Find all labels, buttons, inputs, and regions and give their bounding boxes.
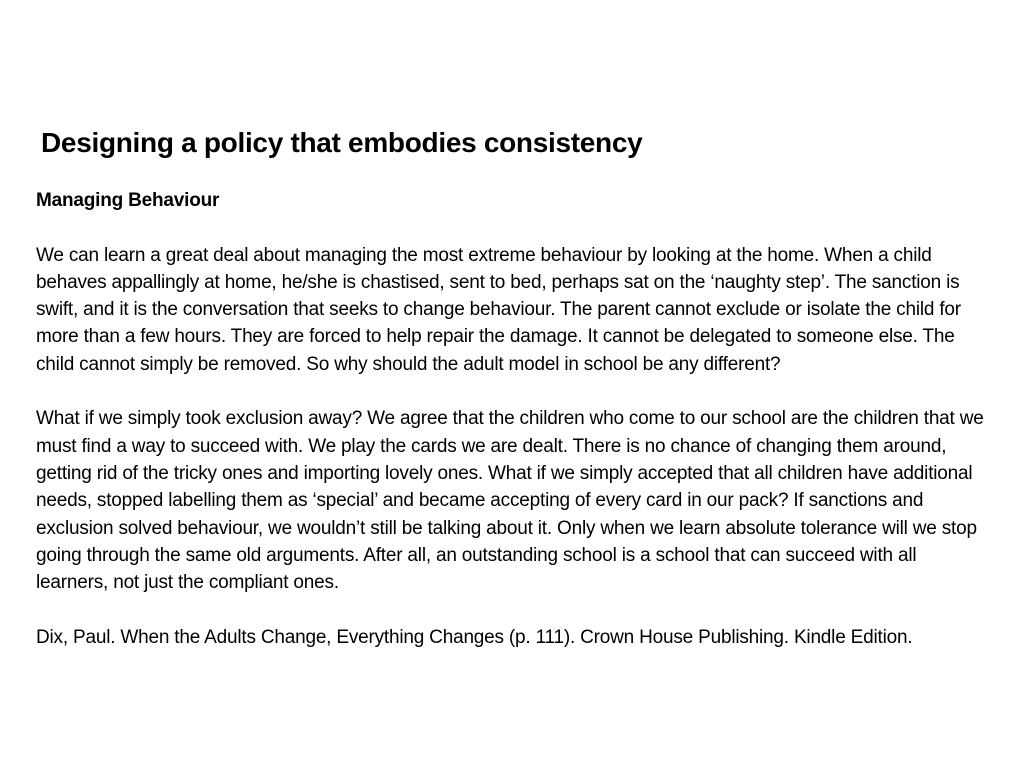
body-paragraph-2: What if we simply took exclusion away? We agree that the children who come to our school are the children that we must find a way to succeed with. We play the cards we are dealt. There is no chance of changing them around, getting rid of the tricky ones and importing lovely ones. What if we simply accepted that all children have additional needs, stopped labelling them as ‘special’ and became accepting of every card in our pack? If sanctions and exclusion solved behaviour, we wouldn’t still be talking about it. Only when we learn absolute tolerance will we stop going through the same old arguments. After all, an outstanding school is a school that can succeed with all learners, not just the compliant ones.: [36, 408, 984, 594]
paragraph-spacer: [36, 378, 988, 405]
slide-title: Designing a policy that embodies consistency: [41, 127, 643, 158]
paragraph-spacer: [36, 214, 988, 241]
slide-body: [36, 187, 988, 651]
paragraph-spacer: [36, 596, 988, 623]
section-subheading: Managing Behaviour: [36, 190, 220, 211]
body-paragraph-1: We can learn a great deal about managing the most extreme behaviour by looking at the home. When a child behaves appallingly at home, he/she is chastised, sent to bed, perhaps sat on the ‘naughty step’. The sanction is swift, and it is the conversation that seeks to change behaviour. The parent cannot exclude or isolate the child for more than a few hours. They are forced to help repair the damage. It cannot be delegated to someone else. The child cannot simply be removed. So why should the adult model in school be any different?: [36, 244, 961, 375]
citation: Dix, Paul. When the Adults Change, Everything Changes (p. 111). Crown House Publishing. Kindle Edition.: [36, 626, 913, 648]
